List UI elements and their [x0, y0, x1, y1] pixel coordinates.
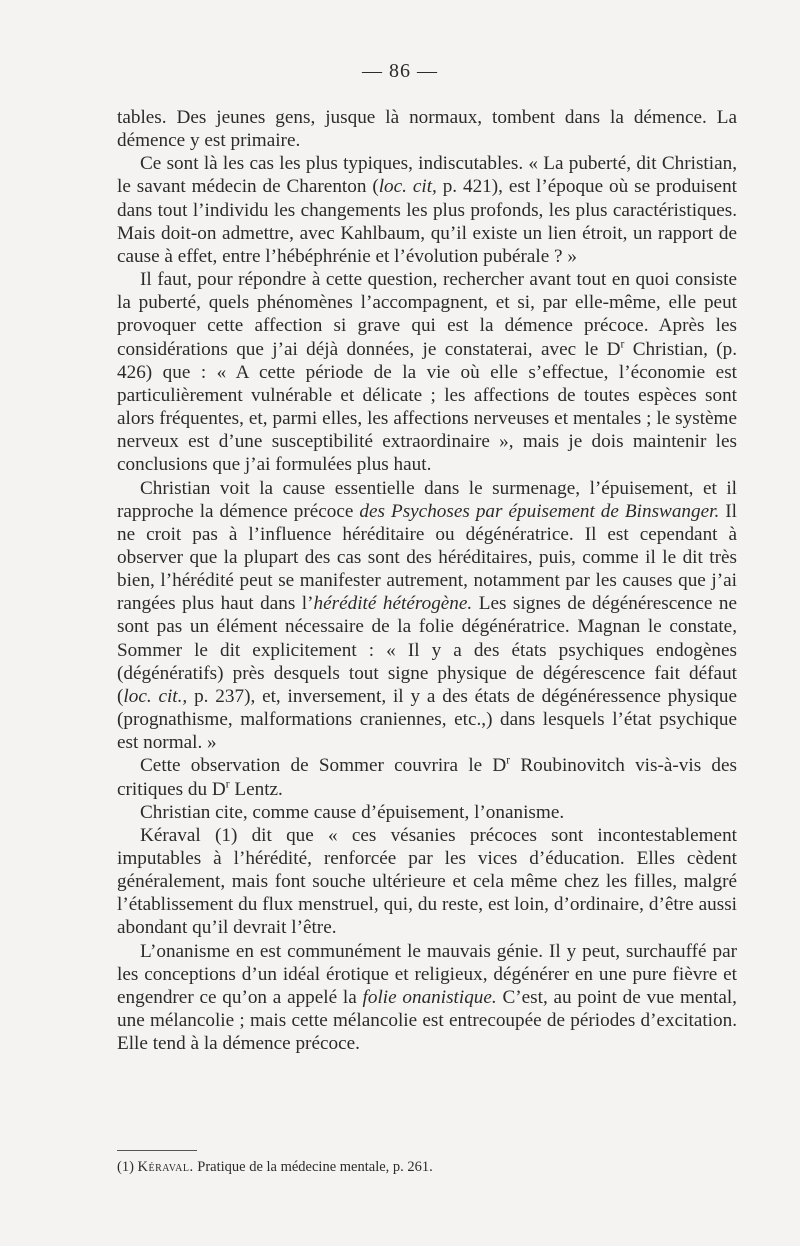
text-segment: Christian, (p. 426) que : « A cette période de la vie où elle s’effectue, l’économie est particulièrement vulnérable et délicate ; les affections de toutes espèces sont alors fréquentes, et, parmi elles, les affections nerveuses et mentales ; le système nerveux est d’une susceptibilité extraordinaire », mais je dois maintenir les conclusions que j’ai formulées plus haut. — [117, 338, 737, 476]
text-segment: Il ne croit pas à l’influence héréditaire ou dégénératrice. Il est cependant à observer que la plupart des cas sont des héréditaires, puis, comme il le dit très bien, l’hérédité peut se manifester autrement, notamment par les causes que j’ai rangées plus haut dans l’ — [117, 500, 737, 615]
footnote-divider — [117, 1150, 197, 1151]
paragraph — [117, 824, 737, 940]
paragraph — [117, 106, 737, 152]
superscript: r — [506, 754, 511, 767]
superscript: r — [620, 338, 625, 351]
text-segment: Les signes de dégénérescence ne sont pas un élément nécessaire de la folie dégénératrice. Magnan le constate, Sommer le dit explicitement : « Il y a des états psychiques endogènes (dégénératifs) près desquels tout signe physique de dégérescence fait défaut ( — [117, 593, 737, 707]
page-number: — 86 — — [362, 60, 438, 82]
italic-text: loc. cit., — [123, 685, 188, 707]
text-segment: L’onanisme en est communément le mauvais génie. Il y peut, surchauffé par les conceptions d’un idéal érotique et religieux, dégénérer en une pure fièvre et engendrer ce qu’on a appelé la — [117, 940, 737, 1008]
text-segment: Lentz. — [229, 778, 283, 800]
footnote-marker: (1) — [117, 1159, 134, 1175]
text-segment: Kéraval (1) dit que « ces vésanies précoces sont incontestablement imputables à l’hérédité, renforcée par les vices d’éducation. Elles cèdent généralement, mais font souche ultérieure et cela même chez les filles, malgré l’établissement du flux menstruel, qui, du reste, est loin, d’ordinaire, d’être aussi abondant qu’il devrait l’être. — [117, 824, 737, 939]
paragraph — [117, 801, 737, 824]
body-text — [117, 106, 737, 1055]
paragraph — [117, 477, 737, 755]
paragraph — [117, 268, 737, 476]
footnote-author: Kéraval. — [137, 1159, 194, 1175]
italic-text: hérédité hétérogène. — [313, 593, 473, 615]
italic-text: loc. cit, — [378, 176, 437, 198]
text-segment: p. 421), est l’époque où se produisent dans tout l’individu les changements les plus profonds, les plus caractéristiques. Mais doit-on admettre, avec Kahlbaum, qu’il existe un lien étroit, un rapport de cause à effet, entre l’hébéphrénie et l’évolution pubérale ? » — [117, 176, 737, 267]
text-segment: Il faut, pour répondre à cette question, rechercher avant tout en quoi consiste la puberté, quels phénomènes l’accompagnent, et si, par elle-même, elle peut provoquer cette affection si grave qui est la démence précoce. Après les considérations que j’ai déjà données, je constaterai, avec le D — [117, 269, 737, 360]
text-segment: Cette observation de Sommer couvrira le D — [140, 755, 507, 777]
italic-text: des Psychoses par épuisement de Binswanger. — [359, 500, 720, 522]
text-segment: p. 237), et, inversement, il y a des états de dégénéressence physique (prognathisme, malformations craniennes, etc.,) dans lesquels l’état psychique est normal. » — [117, 685, 737, 754]
paragraph — [117, 940, 737, 1056]
text-segment: tables. Des jeunes gens, jusque là normaux, tombent dans la démence. La démence y est primaire. — [117, 107, 737, 152]
text-segment: Christian voit la cause essentielle dans le surmenage, l’épuisement, et il rapproche la démence précoce — [117, 477, 737, 522]
text-segment: Ce sont là les cas les plus typiques, indiscutables. « La puberté, dit Christian, le savant médecin de Charenton ( — [117, 153, 737, 198]
paragraph — [117, 152, 737, 268]
text-segment: C’est, au point de vue mental, une mélancolie ; mais cette mélancolie est entrecoupée de périodes d’excitation. Elle tend à la démence précoce. — [117, 986, 737, 1055]
footnote — [117, 1158, 737, 1176]
italic-text: folie onanistique. — [362, 986, 497, 1008]
footnote-text: Pratique de la médecine mentale, p. 261. — [197, 1159, 433, 1175]
text-segment: Roubinovitch vis-à-vis des critiques du D — [117, 755, 737, 800]
text-segment: Christian cite, comme cause d’épuisement, l’onanisme. — [140, 801, 565, 823]
paragraph — [117, 754, 737, 800]
superscript: r — [225, 778, 230, 791]
